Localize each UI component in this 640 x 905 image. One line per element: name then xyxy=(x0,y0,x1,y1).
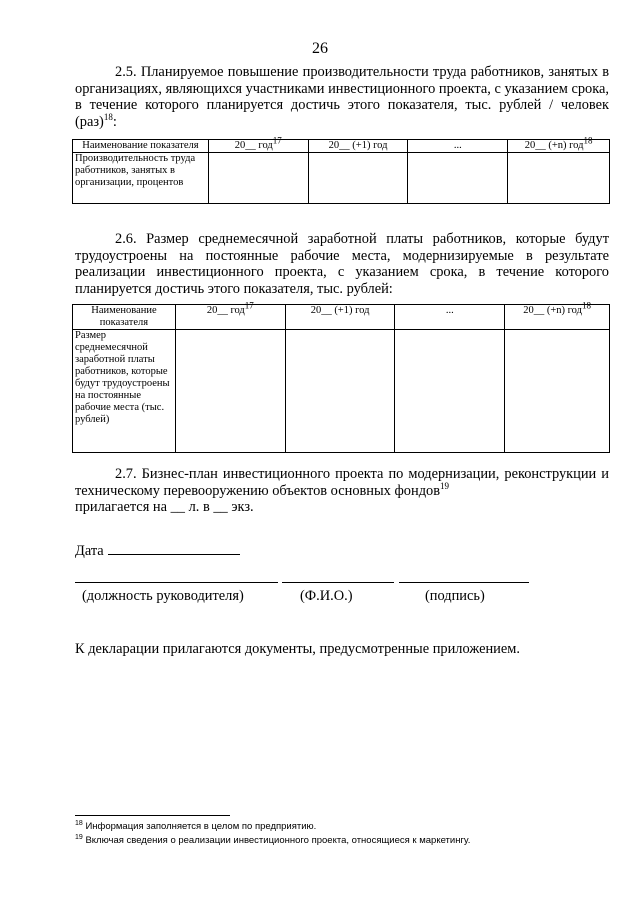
cell-year-value[interactable] xyxy=(175,330,285,453)
cell-ellipsis-value[interactable] xyxy=(395,330,505,453)
table-row xyxy=(73,153,610,204)
date-field xyxy=(75,540,240,560)
table-header-row xyxy=(73,305,610,330)
cell-year-plus-n-value[interactable] xyxy=(508,153,610,204)
position-signature-line[interactable] xyxy=(75,582,278,583)
section-2-7-text: 2.7. Бизнес-план инвестиционного проекта по модернизации, реконструкции и техническому перевооружению объектов основных фондов xyxy=(75,466,609,499)
section-2-7-attachment-line: прилагается на __ л. в __ экз. xyxy=(75,499,254,516)
header-ellipsis: ... xyxy=(408,140,508,153)
section-2-7 xyxy=(75,466,609,516)
date-label: Дата xyxy=(75,543,104,559)
footnote-18: $^{18}$ Информация заполняется в целом по предприятию. xyxy=(75,820,317,833)
name-label: (Ф.И.О.) xyxy=(300,588,353,604)
name-signature-line[interactable] xyxy=(282,582,394,583)
section-2-5 xyxy=(75,64,609,130)
row-label-salary: Размер среднемесячной заработной платы работников, которые будут трудоустроены на постоянные рабочие места (тыс. рублей) xyxy=(73,330,176,453)
header-year-plus-n: 20__ (+n) год$^{18}$ xyxy=(508,140,610,153)
position-label: (должность руководителя) xyxy=(82,588,244,604)
header-year-plus-1: 20__ (+1) год xyxy=(285,305,395,330)
cell-year-value[interactable] xyxy=(208,153,308,204)
cell-year-plus-n-value[interactable] xyxy=(505,330,610,453)
section-2-5-text: 2.5. Планируемое повышение производительности труда работников, занятых в организациях, являющихся участниками инвестиционного проекта, с указанием срока, в течение которого планируется достичь этого показателя, тыс. рублей / человек (раз) xyxy=(75,64,609,130)
footnote-divider xyxy=(75,815,230,816)
table-row xyxy=(73,330,610,453)
sign-signature-line[interactable] xyxy=(399,582,529,583)
header-ellipsis: ... xyxy=(395,305,505,330)
header-indicator-name: Наименование показателя xyxy=(73,140,209,153)
cell-year-plus-1-value[interactable] xyxy=(308,153,408,204)
header-year-plus-n: 20__ (+n) год$^{18}$ xyxy=(505,305,610,330)
header-indicator-name: Наименование показателя xyxy=(73,305,176,330)
productivity-table xyxy=(72,135,610,204)
table-header-row xyxy=(73,140,610,153)
section-2-5-colon: : xyxy=(112,113,117,130)
header-year: 20__ год$^{17}$ xyxy=(208,140,308,153)
header-year: 20__ год$^{17}$ xyxy=(175,305,285,330)
salary-table xyxy=(72,300,610,453)
header-year-plus-1: 20__ (+1) год xyxy=(308,140,408,153)
row-label-productivity: Производительность труда работников, занятых в организации, процентов xyxy=(73,153,209,204)
date-input-line[interactable] xyxy=(108,540,240,555)
cell-ellipsis-value[interactable] xyxy=(408,153,508,204)
sign-label: (подпись) xyxy=(425,588,485,604)
footnote-19: $^{19}$ Включая сведения о реализации инвестиционного проекта, относящиеся к маркетингу. xyxy=(75,834,471,847)
page-number: 26 xyxy=(312,40,328,57)
footnote-ref-19: 19 xyxy=(440,480,449,491)
cell-year-plus-1-value[interactable] xyxy=(285,330,395,453)
attachments-note: К декларации прилагаются документы, предусмотренные приложением. xyxy=(75,641,520,657)
footnote-ref-18: 18 xyxy=(103,111,113,122)
section-2-6: 2.6. Размер среднемесячной заработной платы работников, которые будут трудоустроены на постоянные рабочие места, модернизируемые в результате реализации инвестиционного проекта, с указанием срока, в течение которого планируется достичь этого показателя, тыс. рублей: xyxy=(75,231,609,297)
